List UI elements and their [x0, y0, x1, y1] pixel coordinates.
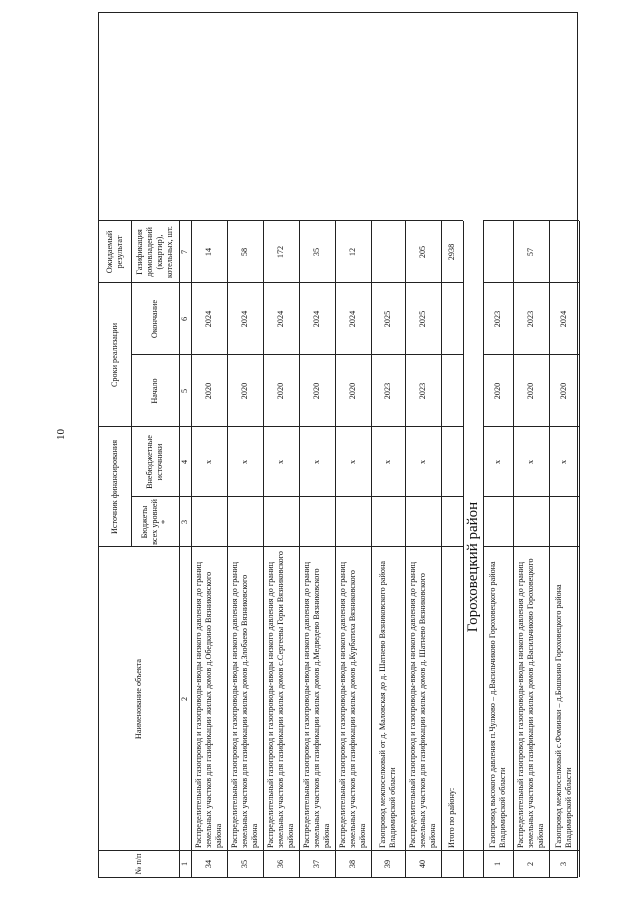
- table-rule: [405, 282, 441, 283]
- table-rule: [299, 282, 335, 283]
- object-name: Распределительный газопровод и газопроводы-вводы низкого давления до границ земельных участков для газификации жилых домов д. Шатнево Вязниковского района: [408, 561, 437, 848]
- start-year: 2020: [526, 382, 535, 400]
- table-rule: [263, 850, 299, 851]
- budget-value: [227, 497, 263, 547]
- start-year: 2020: [348, 382, 357, 400]
- table-rule: [371, 496, 405, 497]
- column-number: 1: [180, 861, 189, 867]
- table-rule: [335, 850, 371, 851]
- table-rule: [513, 426, 549, 427]
- header-result: Ожидаемый результат: [105, 230, 124, 274]
- result-value: 58: [240, 247, 249, 257]
- column-number: 6: [180, 316, 189, 322]
- table-rule: [191, 850, 227, 851]
- table-rule: [549, 546, 579, 547]
- table-rule: [335, 496, 371, 497]
- table-rule: [99, 282, 191, 283]
- table-rule: [483, 354, 513, 355]
- budget-value: [513, 497, 549, 547]
- table-rule: [441, 282, 463, 283]
- table-rule: [371, 282, 405, 283]
- start-year: 2020: [240, 382, 249, 400]
- table-rule: [513, 220, 549, 221]
- row-number: 38: [348, 859, 357, 869]
- end-year: 2025: [383, 310, 392, 328]
- table-rule: [299, 220, 335, 221]
- table-rule: [335, 282, 371, 283]
- start-year: 2023: [383, 382, 392, 400]
- result-value: 12: [348, 247, 357, 257]
- table-rule: [191, 354, 227, 355]
- budget-value: [371, 497, 405, 547]
- table-rule: [549, 496, 579, 497]
- result-value: [549, 221, 579, 283]
- table-rule: [263, 282, 299, 283]
- table-rule: [483, 426, 513, 427]
- row-number: 1: [493, 861, 502, 867]
- table-rule: [549, 354, 579, 355]
- end-year: 2024: [312, 310, 321, 328]
- start-year: 2023: [418, 382, 427, 400]
- table-rule: [441, 426, 463, 427]
- budget-value: [549, 497, 579, 547]
- object-name: Распределительный газопровод и газопроводы-вводы низкого давления до границ земельных участков для газификации жилых домов с.Сергеевы Горки Вязниковского района: [266, 551, 295, 848]
- table-rule: [371, 850, 405, 851]
- result-value: 172: [276, 245, 285, 259]
- table-rule: [131, 496, 191, 497]
- budget-value: [263, 497, 299, 547]
- end-year: 2023: [526, 310, 535, 328]
- column-number: 5: [180, 388, 189, 394]
- budget-value: [335, 497, 371, 547]
- end-year: 2024: [204, 310, 213, 328]
- object-name: Газопровод высокого давления п.Чулково – д.Васильчиково Гороховецкого района Владимирской области: [488, 561, 507, 848]
- table-rule: [227, 426, 263, 427]
- start-year: 2020: [204, 382, 213, 400]
- row-number: 36: [276, 859, 285, 869]
- table-rule: [405, 850, 441, 851]
- result-value: 205: [418, 245, 427, 259]
- extra-value: х: [312, 459, 321, 465]
- extra-value: х: [240, 459, 249, 465]
- table-rule: [263, 546, 299, 547]
- table-rule: [441, 496, 463, 497]
- table-rule: [549, 282, 579, 283]
- table-rule: [99, 220, 191, 221]
- row-number: 34: [204, 859, 213, 869]
- table-rule: [441, 850, 463, 851]
- table-rule: [513, 496, 549, 497]
- end-year: 2024: [240, 310, 249, 328]
- table-rule: [191, 282, 227, 283]
- extra-value: х: [418, 459, 427, 465]
- page-number: 10: [55, 429, 67, 440]
- table-rule: [405, 546, 441, 547]
- table-rule: [99, 426, 191, 427]
- row-number: 40: [418, 859, 427, 869]
- table-rule: [549, 220, 579, 221]
- object-name: Газопровод межпоселковый от д. Маловская до д. Шатнево Вязниковского района Владимирской области: [378, 560, 397, 848]
- table-rule: [299, 850, 335, 851]
- table-rule: [227, 496, 263, 497]
- table-rule: [513, 546, 549, 547]
- table-rule: [99, 546, 191, 547]
- column-number: 7: [180, 249, 189, 255]
- result-value: 35: [312, 247, 321, 257]
- table-rule: [371, 546, 405, 547]
- row-number: 2: [526, 861, 535, 867]
- object-name: Распределительный газопровод и газопроводы-вводы низкого давления до границ земельных участков для газификации жилых домов д.Обедкино Вязниковского района: [194, 561, 223, 848]
- table-rule: [299, 426, 335, 427]
- table-rule: [441, 354, 463, 355]
- table-rule: [335, 546, 371, 547]
- table-rule: [131, 221, 132, 547]
- table-rule: [405, 220, 441, 221]
- budget-value: [299, 497, 335, 547]
- column-number: 2: [180, 696, 189, 702]
- header-start: Начало: [150, 378, 159, 404]
- header-result-sub: Газификация домовладений (квартир), котельных, шт.: [135, 226, 174, 278]
- table-rule: [549, 850, 579, 851]
- object-name: Распределительный газопровод и газопроводы-вводы низкого давления до границ земельных участков для газификации жилых домов д.Курбатиха Вязниковского района: [338, 561, 367, 848]
- region-title: Гороховецкий район: [465, 501, 481, 633]
- table-rule: [483, 850, 513, 851]
- table-rule: [513, 850, 549, 851]
- table-rule: [513, 282, 549, 283]
- table-rule: [371, 426, 405, 427]
- header-extra: Внебюджетные источники: [145, 435, 164, 489]
- table-rule: [441, 546, 463, 547]
- header-end: Окончание: [150, 299, 159, 339]
- object-name: Газопровод межпоселковый с.Фоминки – д.Бошкино Гороховецкого района Владимирской области: [554, 584, 573, 848]
- row-number: 3: [559, 861, 568, 867]
- table-rule: [227, 546, 263, 547]
- table-rule: [227, 354, 263, 355]
- table-rule: [405, 426, 441, 427]
- budget-value: [483, 497, 513, 547]
- total-result: 2938: [447, 243, 456, 261]
- table-rule: [191, 426, 227, 427]
- objects-table: [98, 12, 578, 878]
- table-rule: [263, 426, 299, 427]
- column-number: 3: [180, 519, 189, 525]
- table-rule: [441, 220, 463, 221]
- extra-value: х: [526, 459, 535, 465]
- table-rule: [179, 221, 180, 877]
- end-year: 2024: [348, 310, 357, 328]
- table-rule: [191, 546, 227, 547]
- table-rule: [371, 220, 405, 221]
- table-rule: [371, 354, 405, 355]
- object-name: Распределительный газопровод и газопроводы-вводы низкого давления до границ земельных участков для газификации жилых домов д.Васильчиково Гороховецкого района: [516, 558, 545, 848]
- object-name: Распределительный газопровод и газопроводы-вводы низкого давления до границ земельных участков для газификации жилых домов д.Медведево Вязниковского района: [302, 561, 331, 848]
- header-name: Наименование объекта: [134, 658, 143, 740]
- object-name: Распределительный газопровод и газопроводы-вводы низкого давления до границ земельных участков для газификации жилых домов д.Злобаево Вязниковского района: [230, 561, 259, 848]
- table-rule: [549, 426, 579, 427]
- row-number: 35: [240, 859, 249, 869]
- extra-value: х: [493, 459, 502, 465]
- extra-value: х: [383, 459, 392, 465]
- table-rule: [335, 426, 371, 427]
- table-rule: [299, 354, 335, 355]
- row-number: 39: [383, 859, 392, 869]
- budget-value: [191, 497, 227, 547]
- table-rule: [227, 282, 263, 283]
- table-rule: [131, 354, 191, 355]
- result-value: [483, 221, 513, 283]
- table-rule: [191, 220, 227, 221]
- total-label: Итого по району:: [447, 787, 456, 848]
- result-value: 57: [526, 247, 535, 257]
- table-rule: [335, 354, 371, 355]
- budget-value: [405, 497, 441, 547]
- table-rule: [405, 354, 441, 355]
- header-terms: Сроки реализации: [110, 322, 119, 388]
- column-number: 4: [180, 459, 189, 465]
- table-rule: [263, 354, 299, 355]
- header-budget: Бюджеты всех уровней *: [140, 499, 169, 545]
- table-rule: [483, 496, 513, 497]
- header-funding: Источник финансирования: [110, 440, 119, 535]
- end-year: 2024: [276, 310, 285, 328]
- table-rule: [191, 496, 227, 497]
- table-rule: [227, 850, 263, 851]
- end-year: 2025: [418, 310, 427, 328]
- table-rule: [263, 496, 299, 497]
- extra-value: х: [204, 459, 213, 465]
- table-rule: [579, 221, 580, 877]
- start-year: 2020: [493, 382, 502, 400]
- start-year: 2020: [559, 382, 568, 400]
- header-num: № п/п: [134, 853, 143, 875]
- result-value: [371, 221, 405, 283]
- table-rule: [483, 220, 513, 221]
- table-rule: [263, 220, 299, 221]
- table-rule: [99, 850, 191, 851]
- start-year: 2020: [312, 382, 321, 400]
- row-number: 37: [312, 859, 321, 869]
- extra-value: х: [348, 459, 357, 465]
- table-rule: [335, 220, 371, 221]
- table-rule: [513, 354, 549, 355]
- table-rule: [299, 496, 335, 497]
- result-value: 14: [204, 247, 213, 257]
- table-rule: [483, 546, 513, 547]
- end-year: 2023: [493, 310, 502, 328]
- start-year: 2020: [276, 382, 285, 400]
- extra-value: х: [559, 459, 568, 465]
- table-rule: [483, 282, 513, 283]
- table-rule: [405, 496, 441, 497]
- extra-value: х: [276, 459, 285, 465]
- table-rule: [463, 850, 483, 851]
- end-year: 2024: [559, 310, 568, 328]
- table-rule: [299, 546, 335, 547]
- table-rule: [227, 220, 263, 221]
